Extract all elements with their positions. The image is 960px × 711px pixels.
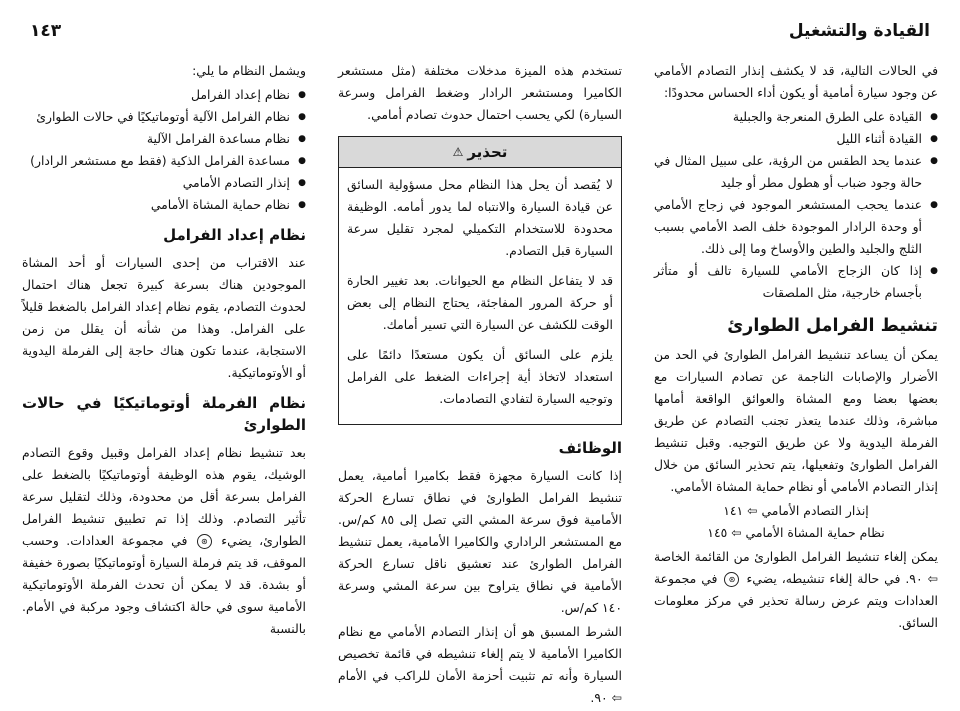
warning-triangle-icon: ⚠ [452, 145, 464, 159]
list-item: ● مساعدة الفرامل الذكية (فقط مع مستشعر الرادار) [22, 150, 306, 172]
func-paragraph: الشرط المسبق هو أن إنذار التصادم الأمامي مع نظام الكاميرا الأمامية لا يتم إلغاء تنشيطه في قائمة تخصيص السيارة وأنه تم تثبيت أحزمة الأمان للراكب في الأمام ⇦ ٩٠. [338, 624, 622, 705]
list-item: ● نظام الفرامل الآلية أوتوماتيكيًا في حالات الطوارئ [22, 106, 306, 128]
section-heading: الوظائف [558, 439, 622, 457]
warning-paragraph: يلزم على السائق أن يكون مستعدًا دائمًا على استعداد لاتخاذ أية إجراءات الضغط على الفرامل وتوجيه السيارة لتفادي التصادمات. [347, 347, 613, 406]
page-number: ١٤٣ [30, 21, 62, 41]
page-header [30, 18, 930, 44]
warning-header [339, 137, 621, 168]
col3-intro: ويشمل النظام ما يلي: [192, 63, 306, 78]
custom-text: يمكن إلغاء تنشيط الفرامل الطوارئ من القائمة الخاصة ⇦ ٩٠. في حالة إلغاء تنشيطه، يضيء [654, 549, 938, 586]
list-item: ● إنذار التصادم الأمامي [22, 172, 306, 194]
warning-body [339, 168, 621, 424]
func-paragraph: إذا كانت السيارة مجهزة فقط بكاميرا أمامية، يعمل تنشيط الفرامل الطوارئ في نطاق تسارع الحركة الأمامية فوق سرعة المشي التي تصل إلى ٨٥ كم/س. مع المستشعر الراداري والكاميرا الأمامية، يعمل تنشيط الفرامل الطوارئ عند تعشيق ناقل تسارع الحركة الأمامية في نطاق يتراوح بين سرعة المشي وسرعة ١٤٠ كم/س. [338, 468, 622, 615]
list-item: ● إذا كان الزجاج الأمامي للسيارة تالف أو متأثر بأجسام خارجية، مثل الملصقات [654, 260, 938, 304]
section-heading: تنشيط الفرامل الطوارئ [727, 316, 938, 336]
list-item: ● القيادة أثناء الليل [654, 128, 938, 150]
col1-intro: في الحالات التالية، قد لا يكشف إنذار التصادم الأمامي عن وجود سيارة أمامية أو يكون أداء الحساس محدودًا: [654, 63, 938, 100]
cross-ref: إنذار التصادم الأمامي ⇦ ١٤١ [723, 503, 869, 518]
list-item: ● القيادة على الطرق المنعرجة والجبلية [654, 106, 938, 128]
col3-paragraph [22, 442, 306, 640]
column-left [22, 60, 306, 642]
col1-custom [654, 546, 938, 634]
col3-paragraph: عند الاقتراب من إحدى السيارات أو أحد المشاة الموجودين هناك بسرعة كبيرة تجعل هناك احتمال لحدوث التصادم، يقوم نظام إعداد الفرامل بالضغط قليلاً على الفرامل. وهذا من شأنه أن يقلل من زمن الاستجابة، عندما تكون هناك حاجة إلى الفرملة اليدوية أو الأوتوماتيكية. [22, 255, 306, 380]
list-item: ● نظام مساعدة الفرامل الآلية [22, 128, 306, 150]
list-item: ● عندما يحد الطقس من الرؤية، على سبيل المثال في حالة وجود ضباب أو هطول مطر أو جليد [654, 150, 938, 194]
warning-paragraph: قد لا يتفاعل النظام مع الحيوانات. بعد تغيير الحارة أو حركة المرور المفاجئة، يحتاج النظام إلى بعض الوقت للكشف عن السيارة التي تسير أمامك. [347, 273, 613, 332]
cross-ref: نظام حماية المشاة الأمامي ⇦ ١٤٥ [707, 525, 885, 540]
paragraph-text: في مجموعة العدادات. وحسب الموقف، قد يتم فرملة السيارة أوتوماتيكيًا بصورة خفيفة أو بشدة. قد لا يمكن أن تحدث الفرملة الأوتوماتيكية الأمامية سوى في حالة اكتشاف وجود مركبة في الأمام. بالنسبة [22, 533, 306, 636]
list-item: ● عندما يحجب المستشعر الموجود في زجاج الأمامي أو وحدة الرادار الموجودة خلف الصد الأمامي بسبب الثلج والجليد والطين والأوساخ وما إلى ذلك. [654, 194, 938, 260]
column-right [654, 60, 938, 636]
section-heading: نظام الفرملة أوتوماتيكيًا في حالات الطوارئ [22, 394, 306, 434]
list-item: ● نظام حماية المشاة الأمامي [22, 194, 306, 216]
warning-title: تحذير [467, 143, 508, 161]
list-item: ● نظام إعداد الفرامل [22, 84, 306, 106]
section-heading: نظام إعداد الفرامل [163, 226, 306, 244]
column-middle [338, 60, 622, 711]
custom-text: في مجموعة العدادات ويتم عرض رسالة تحذير في مركز معلومات السائق. [654, 571, 938, 630]
brake-indicator-icon: ⊛ [724, 572, 739, 587]
warning-paragraph: لا يُقصد أن يحل هذا النظام محل مسؤولية السائق عن قيادة السيارة والانتباه لما يدور أمامه. الوظيفة محدودة للاستخدام التكميلي لمجرد تقليل سرعة السيارة قبل التصادم. [347, 177, 613, 258]
chapter-title: القيادة والتشغيل [788, 21, 930, 41]
system-list [22, 84, 306, 216]
col2-intro: تستخدم هذه الميزة مدخلات مختلفة (مثل مستشعر الكاميرا ومستشعر الرادار وضغط الفرامل وسرعة السيارة) لكي يحسب احتمال حدوث تصادم أمامي. [338, 63, 622, 122]
brake-indicator-icon: ⊛ [197, 534, 212, 549]
paragraph-text: بعد تنشيط نظام إعداد الفرامل وقبيل وقوع التصادم الوشيك، يقوم هذه الوظيفة أوتوماتيكيًا بالضغط على الفرامل بسرعة أقل من محدودة، وذلك لتقليل سرعة تأثير التصادم. وذلك إذا تم تطبيق تنشيط الفرامل الطوارئ، يضيء [22, 445, 306, 548]
col1-body: يمكن أن يساعد تنشيط الفرامل الطوارئ في الحد من الأضرار والإصابات الناجمة عن تصادم السيارات مع بعضها بعضا ومع المشاة والعوائق الواقعة أمامها مباشرة، وذلك عندما يتعذر تجنب التصادم عن طريق الفرملة اليدوية ولا عن طريق التوجيه. وقبل تنشيط الفرامل الطوارئ وتفعيلها، يتم تحذير السائق من خلال إنذار التصادم الأمامي أو نظام حماية المشاة الأمامي. [654, 347, 938, 494]
warning-box [338, 136, 622, 425]
conditions-list [654, 106, 938, 304]
